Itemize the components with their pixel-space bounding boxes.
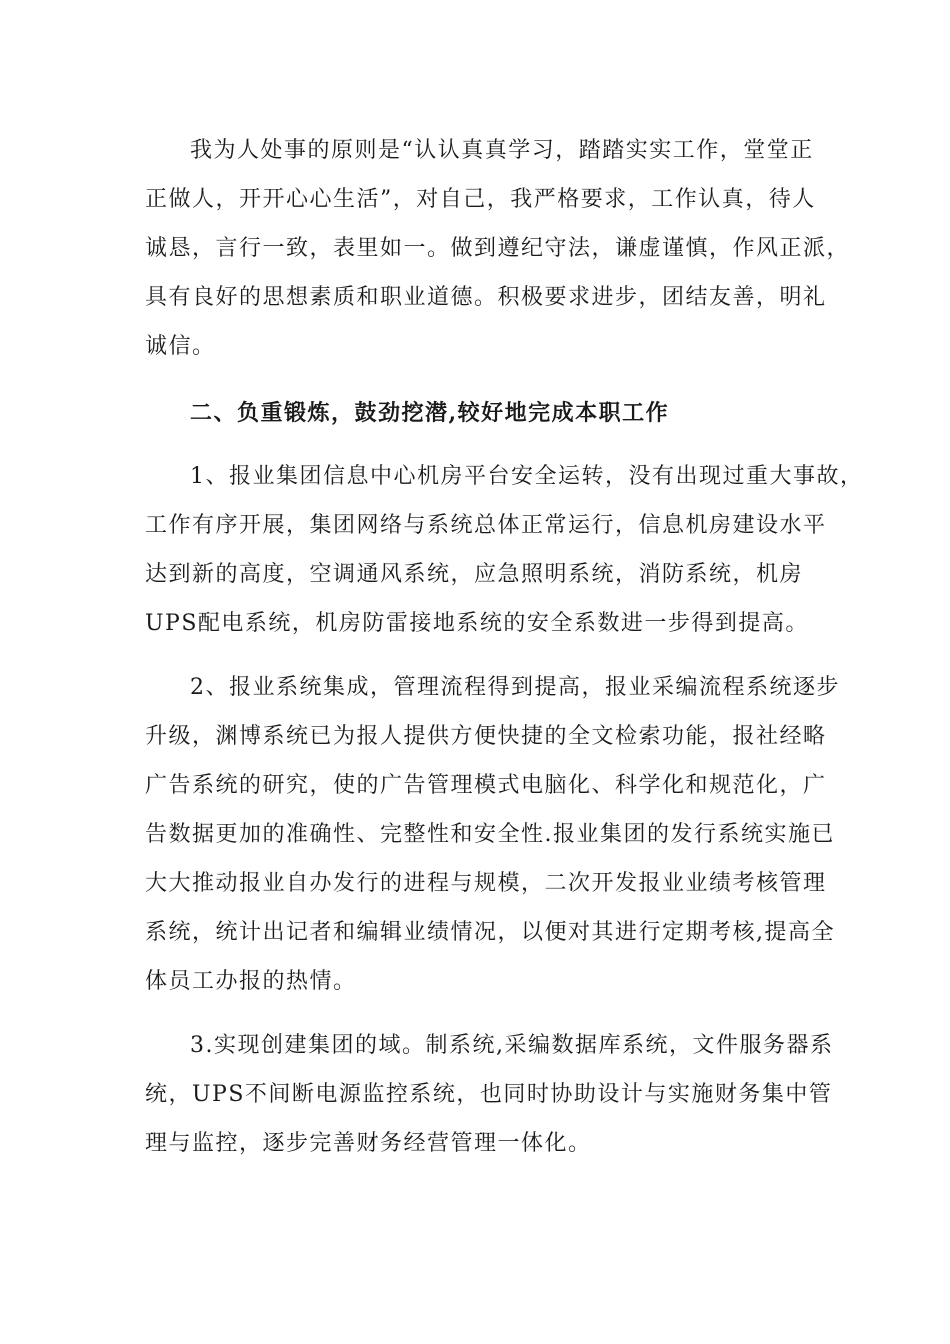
paragraph-line: 升级，渊博系统已为报人提供方便快捷的全文检索功能，报社经略 [145, 724, 827, 749]
paragraph-line: 具有良好的思想素质和职业道德。积极要求进步，团结友善，明礼 [145, 285, 827, 310]
paragraph-line: 统，UPS不间断电源监控系统，也同时协助设计与实施财务集中管 [145, 1082, 833, 1107]
paragraph-line: 我为人处事的原则是“认认真真学习，踏踏实实工作，堂堂正 [190, 138, 814, 163]
paragraph-line: 诚恳，言行一致，表里如一。做到遵纪守法，谦虚谨慎，作风正派， [145, 236, 851, 261]
paragraph-line: 3.实现创建集团的域。制系统,采编数据库系统，文件服务器系 [190, 1033, 834, 1058]
paragraph-line: 体员工办报的热情。 [145, 969, 357, 994]
paragraph-line: 大大推动报业自办发行的进程与规模，二次开发报业业绩考核管理 [145, 871, 827, 896]
paragraph-line: 广告系统的研究，使的广告管理模式电脑化、科学化和规范化，广 [145, 773, 827, 798]
paragraph-line: 告数据更加的准确性、完整性和安全性.报业集团的发行系统实施已 [145, 822, 835, 847]
paragraph-line: 系统，统计出记者和编辑业绩情况，以便对其进行定期考核,提高全 [145, 920, 835, 945]
paragraph-line: 工作有序开展，集团网络与系统总体正常运行，信息机房建设水平 [145, 513, 827, 538]
paragraph-line: 2、报业系统集成，管理流程得到提高，报业采编流程系统逐步 [190, 675, 840, 700]
paragraph-line: 诚信。 [145, 334, 216, 359]
paragraph-line: 达到新的高度，空调通风系统，应急照明系统，消防系统，机房 [145, 562, 804, 587]
paragraph-line: UPS配电系统，机房防雷接地系统的安全系数进一步得到提高。 [145, 611, 809, 636]
paragraph-line: 1、报业集团信息中心机房平台安全运转，没有出现过重大事故， [190, 464, 864, 489]
paragraph-line: 正做人，开开心心生活”，对自己，我严格要求，工作认真，待人 [145, 187, 816, 212]
section-heading: 二、负重锻炼，鼓劲挖潜,较好地完成本职工作 [190, 400, 670, 426]
paragraph-line: 理与监控，逐步完善财务经营管理一体化。 [145, 1131, 592, 1156]
